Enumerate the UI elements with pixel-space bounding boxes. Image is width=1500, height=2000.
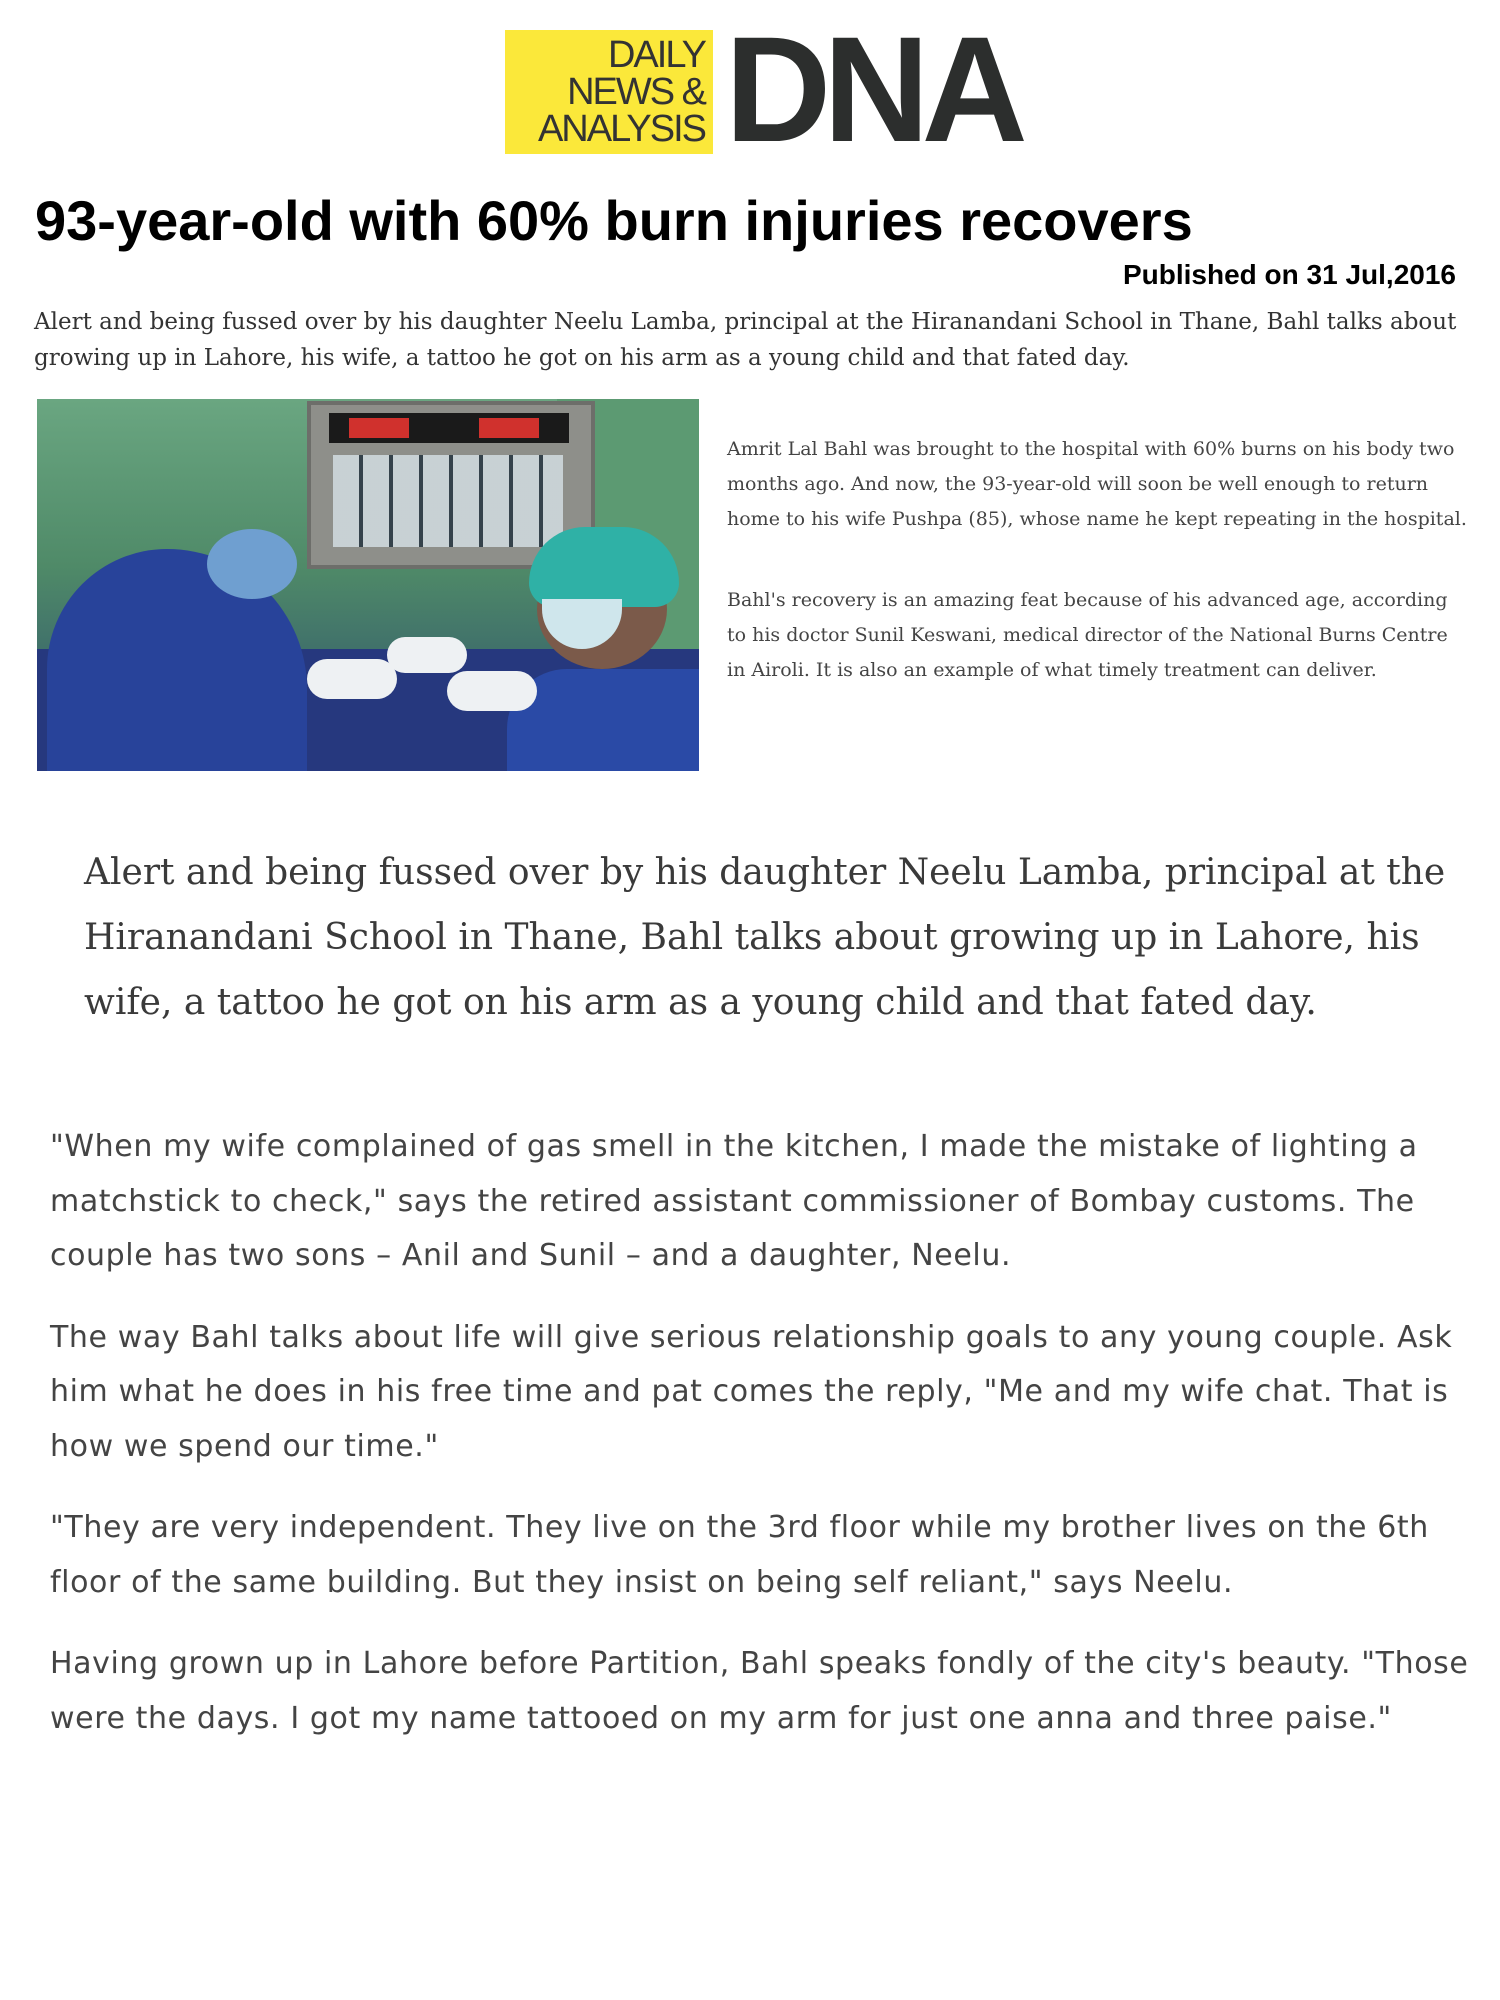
article-headline: 93-year-old with 60% burn injuries recovers (35, 189, 1193, 252)
sidebar-paragraph: Bahl's recovery is an amazing feat because of his advanced age, according to his doctor Sunil Keswani, medical director of the National Burns Centre in Airoli. It is also an example of what timely treatment can deliver. (727, 589, 1448, 681)
logo-wordmark-box (505, 30, 713, 154)
photo-glove-left (307, 659, 397, 699)
pull-quote: Alert and being fussed over by his daughter Neelu Lamba, principal at the Hiranandani School in Thane, Bahl talks about growing up in Lahore, his wife, a tattoo he got on his arm as a young child and that fated day. (84, 852, 1446, 1023)
article-lede: Alert and being fussed over by his daughter Neelu Lamba, principal at the Hiranandani School in Thane, Bahl talks about growing up in Lahore, his wife, a tattoo he got on his arm as a young child and that fated day. (34, 309, 1457, 371)
sidebar-paragraph: Amrit Lal Bahl was brought to the hospital with 60% burns on his body two months ago. And now, the 93-year-old will soon be well enough to return home to his wife Pushpa (85), whose name he kept repeating in the hospital. (727, 438, 1467, 530)
sidebar-text (727, 432, 1467, 734)
surgery-photo (37, 399, 699, 771)
article-body (50, 1120, 1480, 1773)
logo-line-analysis: ANALYSIS (537, 107, 705, 150)
photo-surgeon-right-cap (529, 527, 679, 607)
photo-xray-viewer (333, 455, 563, 547)
photo-glove-mid (387, 637, 467, 673)
photo-surgeon-left-cap (207, 529, 297, 599)
body-paragraph: "They are very independent. They live on the 3rd floor while my brother lives on the 6th floor of the same building. But they insist on being self reliant," says Neelu. (50, 1510, 1429, 1600)
body-paragraph: "When my wife complained of gas smell in the kitchen, I made the mistake of lighting a matchstick to check," says the retired assistant commissioner of Bombay customs. The couple has two sons – Anil and Sunil – and a daughter, Neelu. (50, 1129, 1418, 1273)
logo-line-daily: DAILY (607, 33, 705, 76)
body-paragraph: The way Bahl talks about life will give serious relationship goals to any young couple. Ask him what he does in his free time and pat comes the reply, "Me and my wife chat. That is how we spend our time." (50, 1319, 1453, 1464)
photo-clock-display (329, 413, 569, 443)
photo-glove-right (447, 671, 537, 711)
logo-dna-mark: DNA (725, 5, 1020, 173)
logo-line-news: NEWS & (567, 70, 705, 113)
body-paragraph: Having grown up in Lahore before Partition, Bahl speaks fondly of the city's beauty. "Those were the days. I got my name tattooed on my arm for just one anna and three paise." (50, 1646, 1469, 1736)
published-date: Published on 31 Jul,2016 (1122, 259, 1456, 290)
masthead-logo (505, 5, 1020, 173)
